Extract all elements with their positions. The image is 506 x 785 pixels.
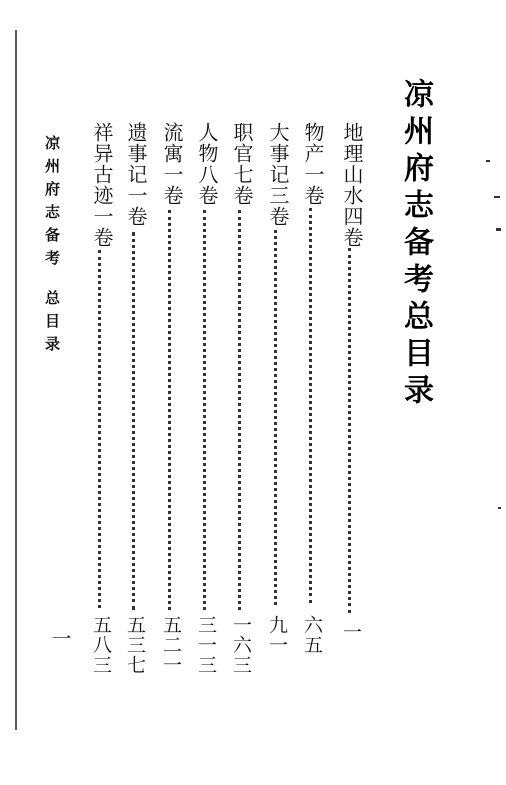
scan-mark: [496, 228, 501, 231]
toc-leader-dots: [309, 208, 312, 603]
toc-entry-name: 流寓一卷: [160, 122, 184, 206]
page-number: 一: [48, 628, 72, 648]
page-title: 凉州府志备考总目录: [398, 78, 433, 411]
running-section-title: 总目录: [43, 290, 61, 359]
scan-mark: [498, 507, 501, 509]
toc-leader-dots: [203, 210, 206, 610]
running-book-title: 凉州府志备考: [43, 135, 61, 273]
toc-leader-dots: [348, 248, 351, 613]
toc-entry-name: 人物八卷: [195, 122, 219, 206]
toc-entry-name: 遗事记一卷: [124, 122, 148, 227]
toc-leader-dots: [98, 250, 101, 608]
toc-entry-page: 三一三: [195, 615, 217, 675]
toc-entry-name: 大事记三卷: [266, 122, 290, 227]
toc-leader-dots: [132, 232, 135, 610]
toc-entry-page: 一六三: [230, 615, 252, 675]
toc-entry-name: 物产一卷: [301, 122, 325, 206]
toc-entry-name: 祥异古迹一卷: [90, 122, 114, 248]
toc-entry-page: 一: [340, 622, 362, 642]
toc-entry-page: 五二一: [160, 615, 182, 675]
toc-leader-dots: [274, 230, 277, 605]
toc-entry-page: 五八三: [90, 615, 112, 675]
scan-mark: [486, 160, 490, 162]
toc-entry-page: 五三七: [124, 615, 146, 675]
scan-mark: [494, 196, 500, 198]
toc-entry-name: 地理山水四卷: [340, 122, 364, 248]
toc-entry-name: 职官七卷: [230, 122, 254, 206]
toc-entry-page: 六五: [301, 615, 323, 655]
toc-entry-page: 九一: [266, 615, 288, 655]
toc-leader-dots: [238, 210, 241, 610]
toc-leader-dots: [168, 210, 171, 610]
page-fold-edge: [15, 30, 17, 730]
